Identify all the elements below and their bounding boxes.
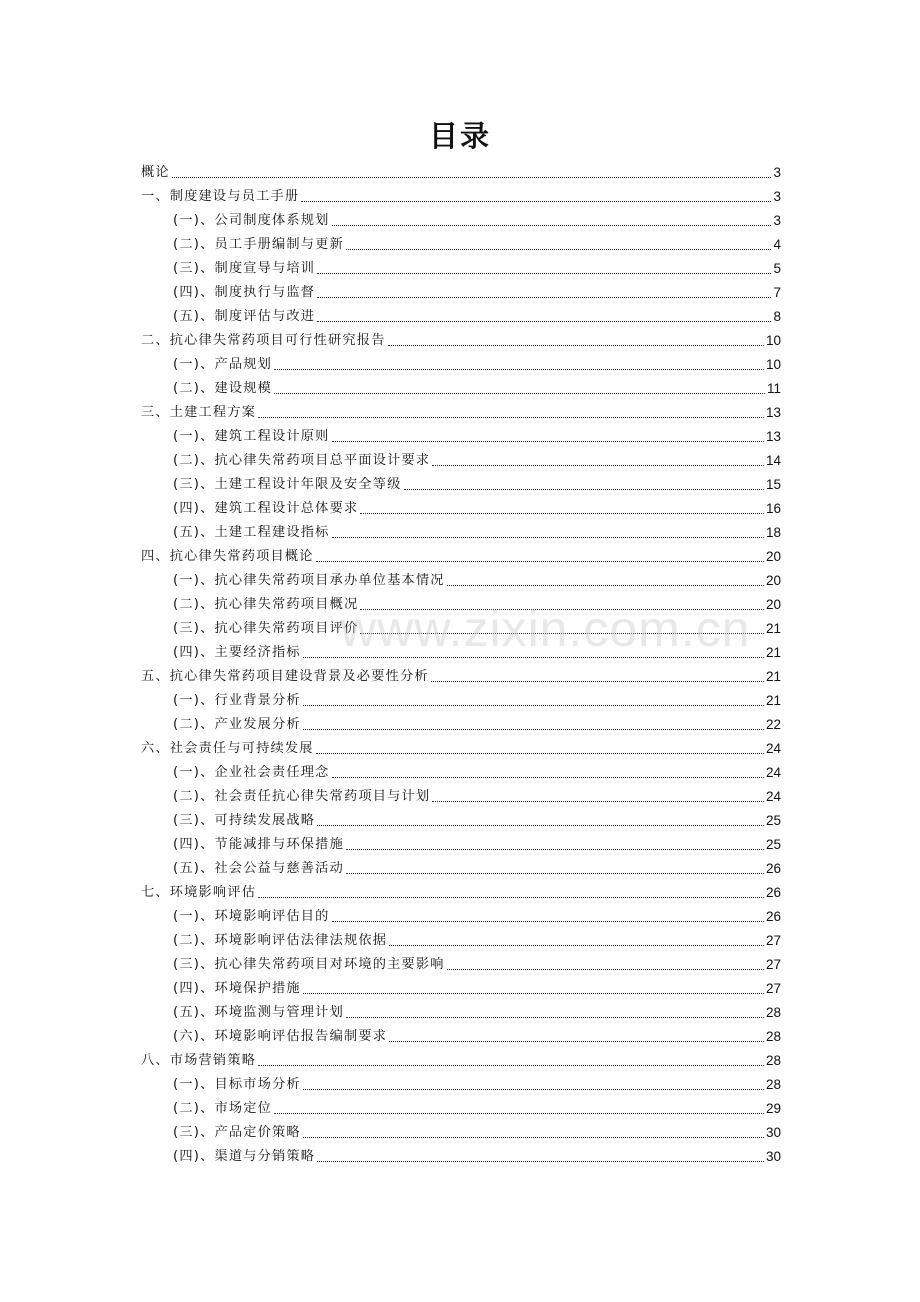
toc-entry-label: (二)、环境影响评估法律法规依据 bbox=[173, 933, 388, 948]
toc-dot-leader bbox=[316, 560, 764, 562]
toc-dot-leader bbox=[274, 392, 765, 394]
toc-entry[interactable] bbox=[141, 497, 781, 521]
toc-entry-label: 概论 bbox=[141, 165, 170, 180]
toc-entry-label: (二)、员工手册编制与更新 bbox=[173, 237, 344, 252]
toc-dot-leader bbox=[388, 344, 764, 346]
toc-dot-leader bbox=[346, 872, 764, 874]
table-of-contents bbox=[141, 161, 781, 1169]
toc-entry[interactable] bbox=[141, 761, 781, 785]
toc-entry[interactable] bbox=[141, 665, 781, 689]
toc-entry[interactable] bbox=[141, 281, 781, 305]
toc-entry-label: (一)、公司制度体系规划 bbox=[173, 213, 330, 228]
toc-entry-page-number: 8 bbox=[773, 309, 781, 324]
toc-entry-page-number: 7 bbox=[773, 285, 781, 300]
toc-entry[interactable] bbox=[141, 1097, 781, 1121]
toc-dot-leader bbox=[332, 224, 772, 226]
toc-entry-page-number: 24 bbox=[765, 741, 781, 756]
toc-entry-page-number: 21 bbox=[765, 645, 781, 660]
toc-entry-label: (六)、环境影响评估报告编制要求 bbox=[173, 1029, 388, 1044]
toc-entry-page-number: 20 bbox=[765, 597, 781, 612]
toc-dot-leader bbox=[332, 440, 764, 442]
toc-dot-leader bbox=[258, 416, 764, 418]
toc-entry[interactable] bbox=[141, 209, 781, 233]
toc-dot-leader bbox=[332, 536, 764, 538]
toc-entry[interactable] bbox=[141, 953, 781, 977]
toc-entry[interactable] bbox=[141, 1025, 781, 1049]
toc-entry-page-number: 21 bbox=[765, 669, 781, 684]
toc-entry-label: 八、市场营销策略 bbox=[141, 1053, 257, 1068]
toc-entry-page-number: 13 bbox=[765, 405, 781, 420]
toc-entry-label: (三)、制度宣导与培训 bbox=[173, 261, 316, 276]
toc-entry-label: 六、社会责任与可持续发展 bbox=[141, 741, 314, 756]
toc-entry-label: (一)、产品规划 bbox=[173, 357, 273, 372]
toc-entry-page-number: 24 bbox=[765, 789, 781, 804]
toc-entry[interactable] bbox=[141, 257, 781, 281]
toc-entry-label: 七、环境影响评估 bbox=[141, 885, 257, 900]
toc-entry[interactable] bbox=[141, 1073, 781, 1097]
toc-entry[interactable] bbox=[141, 329, 781, 353]
toc-entry-label: (三)、抗心律失常药项目评价 bbox=[173, 621, 359, 636]
watermark: www.zixin.com.cn bbox=[340, 601, 751, 657]
toc-dot-leader bbox=[301, 200, 771, 202]
toc-entry-label: (二)、抗心律失常药项目概况 bbox=[173, 597, 359, 612]
toc-entry-label: 三、土建工程方案 bbox=[141, 405, 257, 420]
toc-entry-page-number: 28 bbox=[765, 1077, 781, 1092]
toc-dot-leader bbox=[389, 944, 764, 946]
toc-entry[interactable] bbox=[141, 353, 781, 377]
toc-entry-page-number: 3 bbox=[773, 189, 781, 204]
toc-entry-label: (四)、环境保护措施 bbox=[173, 981, 301, 996]
toc-entry-label: (五)、社会公益与慈善活动 bbox=[173, 861, 344, 876]
toc-dot-leader bbox=[274, 368, 764, 370]
toc-dot-leader bbox=[303, 728, 764, 730]
toc-entry-label: (一)、企业社会责任理念 bbox=[173, 765, 330, 780]
toc-entry-page-number: 30 bbox=[765, 1125, 781, 1140]
toc-entry[interactable] bbox=[141, 785, 781, 809]
toc-entry-page-number: 25 bbox=[765, 837, 781, 852]
toc-entry-page-number: 25 bbox=[765, 813, 781, 828]
toc-entry-page-number: 27 bbox=[765, 957, 781, 972]
toc-dot-leader bbox=[317, 296, 771, 298]
toc-entry-label: (五)、土建工程建设指标 bbox=[173, 525, 330, 540]
toc-dot-leader bbox=[432, 800, 764, 802]
toc-entry-label: 四、抗心律失常药项目概论 bbox=[141, 549, 314, 564]
toc-dot-leader bbox=[317, 1160, 764, 1162]
toc-entry-page-number: 3 bbox=[773, 165, 781, 180]
toc-dot-leader bbox=[274, 1112, 764, 1114]
toc-entry-page-number: 24 bbox=[765, 765, 781, 780]
toc-entry[interactable] bbox=[141, 425, 781, 449]
toc-entry[interactable] bbox=[141, 377, 781, 401]
toc-entry-page-number: 30 bbox=[765, 1149, 781, 1164]
toc-entry-page-number: 28 bbox=[765, 1053, 781, 1068]
toc-entry[interactable] bbox=[141, 569, 781, 593]
toc-entry-page-number: 15 bbox=[765, 477, 781, 492]
toc-entry[interactable] bbox=[141, 833, 781, 857]
toc-entry-page-number: 27 bbox=[765, 933, 781, 948]
toc-entry[interactable] bbox=[141, 593, 781, 617]
toc-dot-leader bbox=[432, 464, 764, 466]
toc-entry-label: (四)、节能减排与环保措施 bbox=[173, 837, 344, 852]
toc-entry-page-number: 14 bbox=[765, 453, 781, 468]
toc-entry[interactable] bbox=[141, 809, 781, 833]
toc-entry-label: (一)、建筑工程设计原则 bbox=[173, 429, 330, 444]
toc-entry-page-number: 21 bbox=[765, 621, 781, 636]
toc-dot-leader bbox=[404, 488, 764, 490]
toc-entry-page-number: 20 bbox=[765, 549, 781, 564]
toc-entry-page-number: 10 bbox=[765, 357, 781, 372]
toc-dot-leader bbox=[346, 848, 764, 850]
toc-entry-page-number: 13 bbox=[765, 429, 781, 444]
toc-entry-page-number: 16 bbox=[765, 501, 781, 516]
toc-entry-page-number: 4 bbox=[773, 237, 781, 252]
toc-dot-leader bbox=[258, 896, 764, 898]
page-title: 目录 bbox=[428, 119, 491, 153]
toc-dot-leader bbox=[303, 1088, 764, 1090]
toc-entry-label: (三)、产品定价策略 bbox=[173, 1125, 301, 1140]
toc-entry-page-number: 28 bbox=[765, 1005, 781, 1020]
toc-entry-page-number: 28 bbox=[765, 1029, 781, 1044]
toc-entry[interactable] bbox=[141, 161, 781, 185]
toc-entry-label: (三)、抗心律失常药项目对环境的主要影响 bbox=[173, 957, 445, 972]
toc-entry-page-number: 21 bbox=[765, 693, 781, 708]
toc-entry[interactable] bbox=[141, 545, 781, 569]
toc-entry-page-number: 22 bbox=[765, 717, 781, 732]
toc-entry[interactable] bbox=[141, 929, 781, 953]
toc-dot-leader bbox=[447, 968, 764, 970]
toc-entry-page-number: 26 bbox=[765, 885, 781, 900]
toc-dot-leader bbox=[389, 1040, 764, 1042]
toc-dot-leader bbox=[317, 272, 771, 274]
toc-entry[interactable] bbox=[141, 881, 781, 905]
toc-dot-leader bbox=[360, 632, 764, 634]
toc-entry-label: (五)、制度评估与改进 bbox=[173, 309, 316, 324]
toc-entry-page-number: 29 bbox=[765, 1101, 781, 1116]
toc-entry[interactable] bbox=[141, 689, 781, 713]
toc-entry[interactable] bbox=[141, 737, 781, 761]
toc-entry-label: (一)、目标市场分析 bbox=[173, 1077, 301, 1092]
toc-entry-label: (二)、产业发展分析 bbox=[173, 717, 301, 732]
toc-entry[interactable] bbox=[141, 977, 781, 1001]
toc-entry[interactable] bbox=[141, 449, 781, 473]
toc-entry[interactable] bbox=[141, 641, 781, 665]
toc-entry[interactable] bbox=[141, 233, 781, 257]
toc-entry-label: (二)、建设规模 bbox=[173, 381, 273, 396]
toc-dot-leader bbox=[172, 176, 772, 178]
toc-entry[interactable] bbox=[141, 905, 781, 929]
toc-dot-leader bbox=[316, 752, 764, 754]
toc-entry[interactable] bbox=[141, 1145, 781, 1169]
toc-entry-label: 五、抗心律失常药项目建设背景及必要性分析 bbox=[141, 669, 429, 684]
toc-dot-leader bbox=[317, 824, 764, 826]
toc-dot-leader bbox=[332, 776, 764, 778]
toc-entry[interactable] bbox=[141, 857, 781, 881]
toc-entry-page-number: 11 bbox=[766, 381, 781, 396]
toc-entry-label: (五)、环境监测与管理计划 bbox=[173, 1005, 344, 1020]
toc-entry-label: (四)、制度执行与监督 bbox=[173, 285, 316, 300]
toc-entry-label: (二)、抗心律失常药项目总平面设计要求 bbox=[173, 453, 431, 468]
toc-entry-label: (二)、市场定位 bbox=[173, 1101, 273, 1116]
toc-entry[interactable] bbox=[141, 617, 781, 641]
toc-entry-label: (三)、可持续发展战略 bbox=[173, 813, 316, 828]
toc-entry-page-number: 3 bbox=[773, 213, 781, 228]
toc-dot-leader bbox=[303, 656, 764, 658]
toc-dot-leader bbox=[346, 248, 772, 250]
toc-entry-label: (二)、社会责任抗心律失常药项目与计划 bbox=[173, 789, 431, 804]
toc-entry-page-number: 10 bbox=[765, 333, 781, 348]
toc-entry[interactable] bbox=[141, 185, 781, 209]
toc-dot-leader bbox=[303, 704, 764, 706]
toc-entry[interactable] bbox=[141, 401, 781, 425]
toc-dot-leader bbox=[447, 584, 764, 586]
toc-dot-leader bbox=[346, 1016, 764, 1018]
toc-dot-leader bbox=[317, 320, 771, 322]
toc-entry-page-number: 5 bbox=[773, 261, 781, 276]
toc-entry-label: (一)、环境影响评估目的 bbox=[173, 909, 330, 924]
toc-entry[interactable] bbox=[141, 1049, 781, 1073]
toc-entry[interactable] bbox=[141, 521, 781, 545]
toc-entry-label: (四)、主要经济指标 bbox=[173, 645, 301, 660]
toc-entry[interactable] bbox=[141, 1121, 781, 1145]
toc-entry-label: (四)、建筑工程设计总体要求 bbox=[173, 501, 359, 516]
toc-entry-label: (四)、渠道与分销策略 bbox=[173, 1149, 316, 1164]
toc-dot-leader bbox=[360, 608, 764, 610]
toc-dot-leader bbox=[360, 512, 764, 514]
toc-entry-page-number: 18 bbox=[765, 525, 781, 540]
toc-dot-leader bbox=[332, 920, 764, 922]
toc-dot-leader bbox=[431, 680, 764, 682]
toc-entry[interactable] bbox=[141, 1001, 781, 1025]
toc-entry-label: 一、制度建设与员工手册 bbox=[141, 189, 300, 204]
toc-entry[interactable] bbox=[141, 305, 781, 329]
toc-entry-label: 二、抗心律失常药项目可行性研究报告 bbox=[141, 333, 386, 348]
toc-entry[interactable] bbox=[141, 713, 781, 737]
toc-entry-label: (三)、土建工程设计年限及安全等级 bbox=[173, 477, 402, 492]
toc-entry-label: (一)、行业背景分析 bbox=[173, 693, 301, 708]
toc-dot-leader bbox=[303, 992, 764, 994]
toc-entry-page-number: 26 bbox=[765, 909, 781, 924]
toc-entry-page-number: 20 bbox=[765, 573, 781, 588]
toc-dot-leader bbox=[258, 1064, 764, 1066]
toc-entry[interactable] bbox=[141, 473, 781, 497]
toc-dot-leader bbox=[303, 1136, 764, 1138]
toc-entry-label: (一)、抗心律失常药项目承办单位基本情况 bbox=[173, 573, 445, 588]
toc-entry-page-number: 27 bbox=[765, 981, 781, 996]
toc-entry-page-number: 26 bbox=[765, 861, 781, 876]
